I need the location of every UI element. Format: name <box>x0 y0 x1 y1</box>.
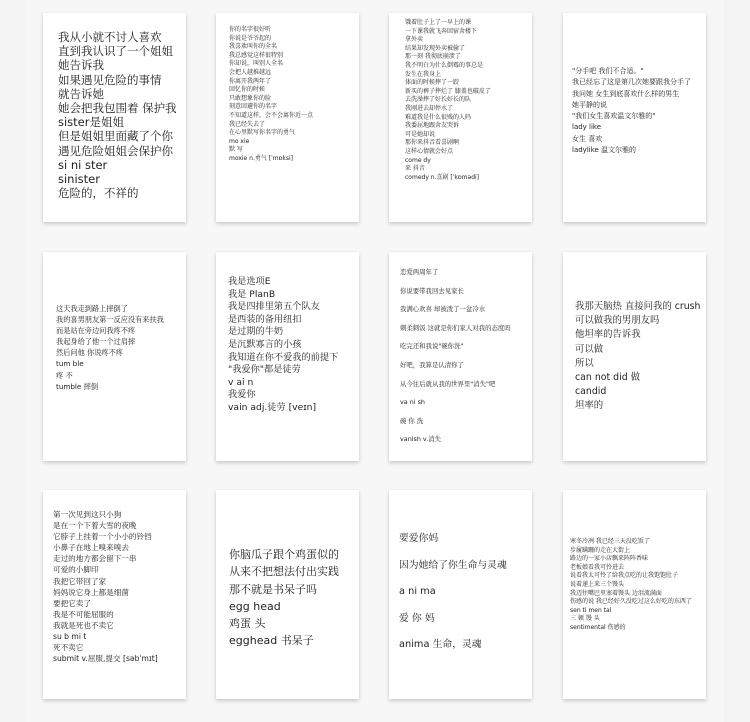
card-line: sen ti men tal <box>570 606 612 614</box>
card-line: 这天我走到路上摔倒了 <box>56 304 128 313</box>
card-line: 只敢想象你的脸 <box>229 94 272 102</box>
card-line: 我不明白为什么倒霉的事总是 <box>405 61 484 69</box>
card-line: 我是不可能屈服的 <box>53 609 114 619</box>
card-line: sister是姐姐 <box>58 115 124 130</box>
card-line: 步履蹒跚的走在大街上 <box>570 546 631 554</box>
card-grid <box>26 0 724 722</box>
card-line: 那一刻 我彻底崩溃了 <box>405 53 461 61</box>
card-line: 要爱你妈 <box>399 533 439 544</box>
card-line: submit v.屈服,提交 [səbˈmɪt] <box>53 654 158 664</box>
card-line: 我是 PlanB <box>228 288 276 300</box>
card-line: ladylike 温文尔雅的 <box>572 146 637 155</box>
card-line: 鸡蛋 头 <box>229 617 266 631</box>
card-line: 危险的，不祥的 <box>58 186 139 201</box>
card-line: 遇见危险姐姐会保护你 <box>58 143 173 158</box>
card-line: 她告诉我 <box>58 58 104 73</box>
card-line: 我满心欢喜 却被泼了一盆冷水 <box>400 305 486 314</box>
note-card[interactable] <box>563 13 706 222</box>
note-card[interactable] <box>43 490 186 699</box>
card-line: 我把它带回了家 <box>53 576 107 586</box>
note-card[interactable] <box>389 252 532 461</box>
card-line: 那不就是书呆子吗 <box>229 582 317 596</box>
card-line: 他坦率的告诉我 <box>575 329 641 341</box>
card-line: 不知道这样，会不会离你近一点 <box>229 111 314 119</box>
card-line: 然后问他 你说疼不疼 <box>56 348 123 358</box>
card-line: 难道我是什么很贱的人吗 <box>405 113 472 121</box>
card-line: 可以做 <box>575 343 604 355</box>
note-card[interactable] <box>43 252 186 461</box>
card-line: 我起身给了他一个过肩摔 <box>56 337 136 347</box>
card-line: 说看我太可怜了给我点吃的让我饱饱肚子 <box>570 572 679 580</box>
card-line: 我知道在你不爱我的前提下 <box>228 351 339 363</box>
card-line: 可爱的小脚印 <box>53 565 99 575</box>
card-line: 默 写 <box>229 146 243 154</box>
card-line: 一下课我就飞奔回宿舍楼下 <box>405 27 478 35</box>
card-line: 会把人越推越远 <box>229 68 272 76</box>
note-card[interactable] <box>43 13 186 222</box>
card-line: 我已经失去了 <box>229 120 266 128</box>
card-line: 我刚进去却停水了 <box>405 104 454 112</box>
card-line: 我是四排里第五个队友 <box>228 301 320 313</box>
card-line: 死不卖它 <box>53 643 84 653</box>
card-line: 这样心情就会好点 <box>405 147 454 155</box>
card-line: 我那天脑热 直接问我的 crush <box>575 301 701 312</box>
card-line: tum ble <box>56 359 84 369</box>
card-line: 我就是死也不卖它 <box>53 620 114 630</box>
card-line: 你的名字很好听 <box>229 26 272 33</box>
card-line: 体面的时候摔了一跤 <box>405 79 460 87</box>
card-line: 老板娘看我可怜进去 <box>570 563 625 571</box>
card-line: va ni sh <box>400 398 425 407</box>
card-line: 我委屈地跟舍友哭诉 <box>405 122 460 130</box>
card-line: 因为她给了你生命与灵魂 <box>399 559 507 571</box>
card-line: 就告诉她 <box>58 86 104 101</box>
card-line: 三 顿 馒 头 <box>570 615 600 623</box>
card-line: 从今往后就从我的世界里"消失"吧 <box>400 379 496 388</box>
card-line: 饿着肚子上了一早上的课 <box>405 19 472 26</box>
card-line: 在心里默写你名字的勇气 <box>229 129 296 137</box>
card-line: 女生 喜欢 <box>572 134 603 143</box>
card-line: 发生在我身上 <box>405 70 442 78</box>
card-line: 我已经忘了这是第几次她要跟我分手了 <box>572 78 691 87</box>
card-line: 可以做我的男朋友吗 <box>575 315 660 327</box>
card-line: candid <box>575 386 607 398</box>
card-line: 坦率的 <box>575 400 604 412</box>
card-line: "分手吧 我们不合适。" <box>572 67 644 75</box>
card-line: 是西装的备用纽扣 <box>228 313 302 325</box>
card-line: a ni ma <box>399 586 436 597</box>
card-line: 要把它卖了 <box>53 598 91 608</box>
card-line: 说着递上来三个馒头 <box>570 580 625 588</box>
card-line: 你却说，叫别人全名 <box>229 60 284 68</box>
card-line: 是过期的牛奶 <box>228 326 284 338</box>
card-line: 刺柔刺饭 这就是你们家人对我的态度吗 <box>400 323 511 332</box>
card-line: 结果却发现外卖被偷了 <box>405 44 466 52</box>
card-line: tumble 摔倒 <box>56 381 99 391</box>
note-card[interactable] <box>216 252 359 461</box>
card-line: 我总感觉这样很特别 <box>229 51 284 59</box>
card-line: 我迈往嘴巴里塞着馒头 边泪流满面 <box>570 589 662 597</box>
card-line: 所以 <box>575 357 594 369</box>
card-line: 你离开我两年了 <box>229 77 272 85</box>
card-line: 是沉默寡言的小孩 <box>228 338 302 350</box>
card-line: 你脑瓜子跟个鸡蛋似的 <box>229 548 339 561</box>
card-line: 恋爱两周年了 <box>400 268 439 276</box>
card-line: 我问她 女生到底喜欢什么样的男生 <box>572 89 680 98</box>
card-line: 小鼻子在地上嗅来嗅去 <box>53 543 129 553</box>
card-line: "我爱你"都是徒劳 <box>228 364 301 376</box>
note-card[interactable] <box>389 13 532 222</box>
card-line: 她会把我包围着 保护我 <box>58 101 177 116</box>
card-line: 妈妈说它身上都是细菌 <box>53 587 129 597</box>
card-line: 拿外卖 <box>405 36 424 44</box>
card-line: 寒冬冷冽 我已经三天没吃饭了 <box>570 538 650 545</box>
card-line: 我从小就不讨人喜欢 <box>58 30 162 44</box>
card-line: egghead 书呆子 <box>229 634 314 648</box>
card-line: 碗 你 洗 <box>400 416 424 425</box>
note-card[interactable] <box>563 252 706 461</box>
card-line: 而是站在旁边问我疼不疼 <box>56 326 136 336</box>
card-line: 第一次见到这只小狗 <box>53 510 122 519</box>
note-card[interactable] <box>563 490 706 699</box>
card-line: 她平静的说 <box>572 100 607 109</box>
card-line: 如果遇见危险的事情 <box>58 72 162 87</box>
card-line: 走过的地方都会留下一串 <box>53 554 137 564</box>
note-card[interactable] <box>216 13 359 222</box>
card-line: anima 生命，灵魂 <box>399 639 482 650</box>
card-line: 直到我认识了一个姐姐 <box>58 44 173 59</box>
card-line: 你说是爷爷起的 <box>229 34 272 42</box>
card-line: 去洗澡摔了好长好长的队 <box>405 96 472 104</box>
card-line: 疼 不 <box>56 370 73 380</box>
card-line: egg head <box>229 599 281 613</box>
card-line: mo xie <box>229 137 250 145</box>
card-line: 路边的一家小店飘来阵阵香味 <box>570 555 649 563</box>
card-line: v ai n <box>228 376 254 388</box>
card-line: 我爱你 <box>228 389 256 401</box>
card-line: 我是选项E <box>228 276 271 287</box>
card-line: 我喜欢叫你的全名 <box>229 43 278 51</box>
card-line: 爱 你 妈 <box>399 612 435 624</box>
card-line: 回忆你的时候 <box>229 86 266 94</box>
card-line: 可是她却说 <box>405 130 436 138</box>
card-line: 来 抖音 <box>405 165 425 173</box>
card-line: 吃完还和我说"碗你洗" <box>400 342 464 351</box>
card-line: 是在一个下着大雪的夜晚 <box>53 521 137 531</box>
card-line: 好吧，我算是认清你了 <box>400 360 464 369</box>
card-line: come dy <box>405 156 431 164</box>
card-line: si ni ster <box>58 157 108 172</box>
card-line: sinister <box>58 172 100 187</box>
card-line: su b mi t <box>53 632 87 642</box>
card-line: sentimental 伤感的 <box>570 623 626 631</box>
card-line: 我的喜男朋友第一反应没有来扶我 <box>56 315 164 325</box>
card-line: 它脖子上挂着一个小小的铃铛 <box>53 532 152 542</box>
card-line: 新买的裤子摔烂了 膝盖也破皮了 <box>405 87 491 95</box>
card-line: 那你来抖音看喜剧啊 <box>405 139 460 147</box>
card-line: comedy n.喜剧 [ˈkɒmədi] <box>405 173 480 181</box>
card-line: 伤感的说 我已经好久没吃过这么好吃的东西了 <box>570 598 692 606</box>
card-line: vain adj.徒劳 [veɪn] <box>228 401 317 413</box>
card-line: 刻意回避你的名字 <box>229 103 278 111</box>
card-line: can not did 做 <box>575 372 641 384</box>
card-line: "我们女生喜欢温文尔雅的" <box>572 112 656 121</box>
card-line: 你说要带我回去见家长 <box>400 286 464 295</box>
card-line: 但是姐姐里面藏了个你 <box>58 129 173 144</box>
card-line: lady like <box>572 123 602 132</box>
card-line: vanish v.消失 <box>400 435 442 444</box>
card-line: 从来不把想法付出实践 <box>229 565 339 579</box>
card-line: moxie n.勇气 [ˈmɒksi] <box>229 154 294 162</box>
note-card[interactable] <box>389 490 532 699</box>
note-card[interactable] <box>216 490 359 699</box>
